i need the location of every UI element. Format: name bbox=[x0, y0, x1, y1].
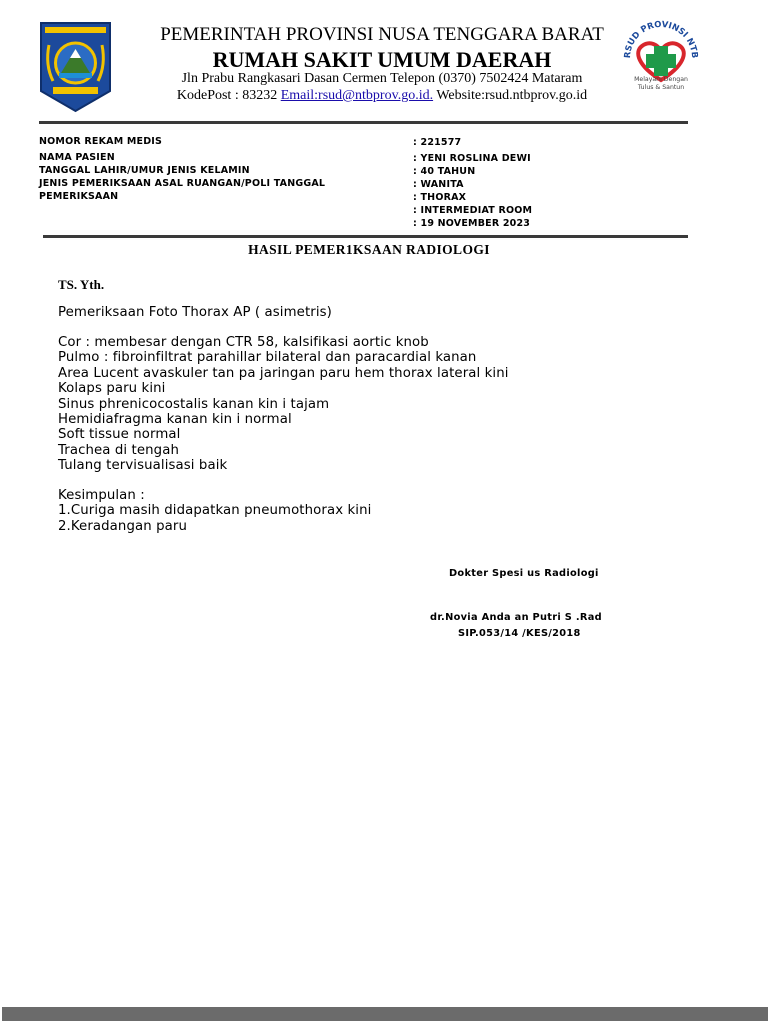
finding-item: Area Lucent avaskuler tan pa jaringan paru hem thorax lateral kini bbox=[58, 365, 509, 381]
finding-item: Hemidiafragma kanan kin i normal bbox=[58, 412, 292, 428]
section-rule bbox=[43, 235, 688, 238]
report-title: HASIL PEMER1KSAAN RADIOLOGI bbox=[248, 242, 490, 257]
conclusion-block bbox=[58, 488, 371, 534]
salutation: TS. Yth. bbox=[58, 277, 105, 292]
finding-item: Kolaps paru kini bbox=[58, 381, 166, 397]
value-exam-date: : 19 NOVEMBER 2023 bbox=[413, 218, 531, 229]
email-link[interactable]: Email:rsud@ntbprov.go.id. bbox=[280, 88, 434, 103]
finding-item: Cor : membesar dengan CTR 58, kalsifikasi aortic knob bbox=[58, 335, 429, 350]
value-room: : INTERMEDIAT ROOM bbox=[413, 205, 533, 216]
postcode-text: KodePost : 83232 bbox=[176, 88, 281, 103]
value-medical-record: : 221577 bbox=[413, 137, 462, 148]
exam-description: Pemeriksaan Foto Thorax AP ( asimetris) bbox=[58, 305, 332, 320]
conclusion-heading: Kesimpulan : bbox=[58, 488, 145, 503]
rsud-logo bbox=[620, 16, 702, 98]
conclusion-item: 2.Keradangan paru bbox=[58, 518, 187, 534]
finding-item: Soft tissue normal bbox=[58, 427, 181, 443]
contact-line bbox=[68, 88, 696, 104]
logo-ring-text: RSUD PROVINSI NTB bbox=[622, 19, 700, 59]
value-age: : 40 TAHUN bbox=[413, 166, 476, 177]
doctor-sip: SIP.053/14 /KES/2018 bbox=[458, 628, 581, 639]
hospital-address: Jln Prabu Rangkasari Dasan Cermen Telepon (0370) 7502424 Mataram bbox=[181, 71, 583, 86]
label-exam: PEMERIKSAAN bbox=[39, 191, 119, 202]
patient-info-values bbox=[413, 136, 532, 230]
doctor-name: dr.Novia Anda an Putri S .Rad bbox=[430, 612, 602, 623]
label-medical-record: NOMOR REKAM MEDIS bbox=[39, 136, 163, 147]
label-birth-age-gender: TANGGAL LAHIR/UMUR JENIS KELAMIN bbox=[39, 165, 250, 176]
website-text: Website:rsud.ntbprov.go.id bbox=[433, 88, 588, 103]
value-gender: : WANITA bbox=[413, 179, 464, 190]
label-exam-origin-date: JENIS PEMERIKSAAN ASAL RUANGAN/POLI TANGGAL bbox=[39, 178, 326, 189]
label-patient-name: NAMA PASIEN bbox=[39, 152, 115, 163]
signature-role: Dokter Spesi us Radiologi bbox=[449, 568, 599, 579]
government-title: PEMERINTAH PROVINSI NUSA TENGGARA BARAT bbox=[160, 24, 604, 45]
footer-bar bbox=[2, 1007, 768, 1021]
hospital-name: RUMAH SAKIT UMUM DAERAH bbox=[212, 47, 552, 72]
finding-item: Sinus phrenicocostalis kanan kin i tajam bbox=[58, 396, 330, 412]
value-exam-type: : THORAX bbox=[413, 192, 467, 203]
patient-info-labels bbox=[39, 135, 325, 203]
findings-list bbox=[58, 335, 509, 474]
finding-item: Tulang tervisualisasi baik bbox=[58, 458, 228, 474]
conclusion-item: 1.Curiga masih didapatkan pneumothorax kini bbox=[58, 503, 372, 519]
finding-item: Pulmo : fibroinfiltrat parahillar bilateral dan paracardial kanan bbox=[58, 350, 477, 366]
logo-tagline: Melayani Dengan Tulus & Santun bbox=[634, 76, 688, 91]
value-patient-name: : YENI ROSLINA DEWI bbox=[413, 153, 531, 164]
header-rule bbox=[39, 121, 688, 124]
finding-item: Trachea di tengah bbox=[58, 442, 179, 458]
